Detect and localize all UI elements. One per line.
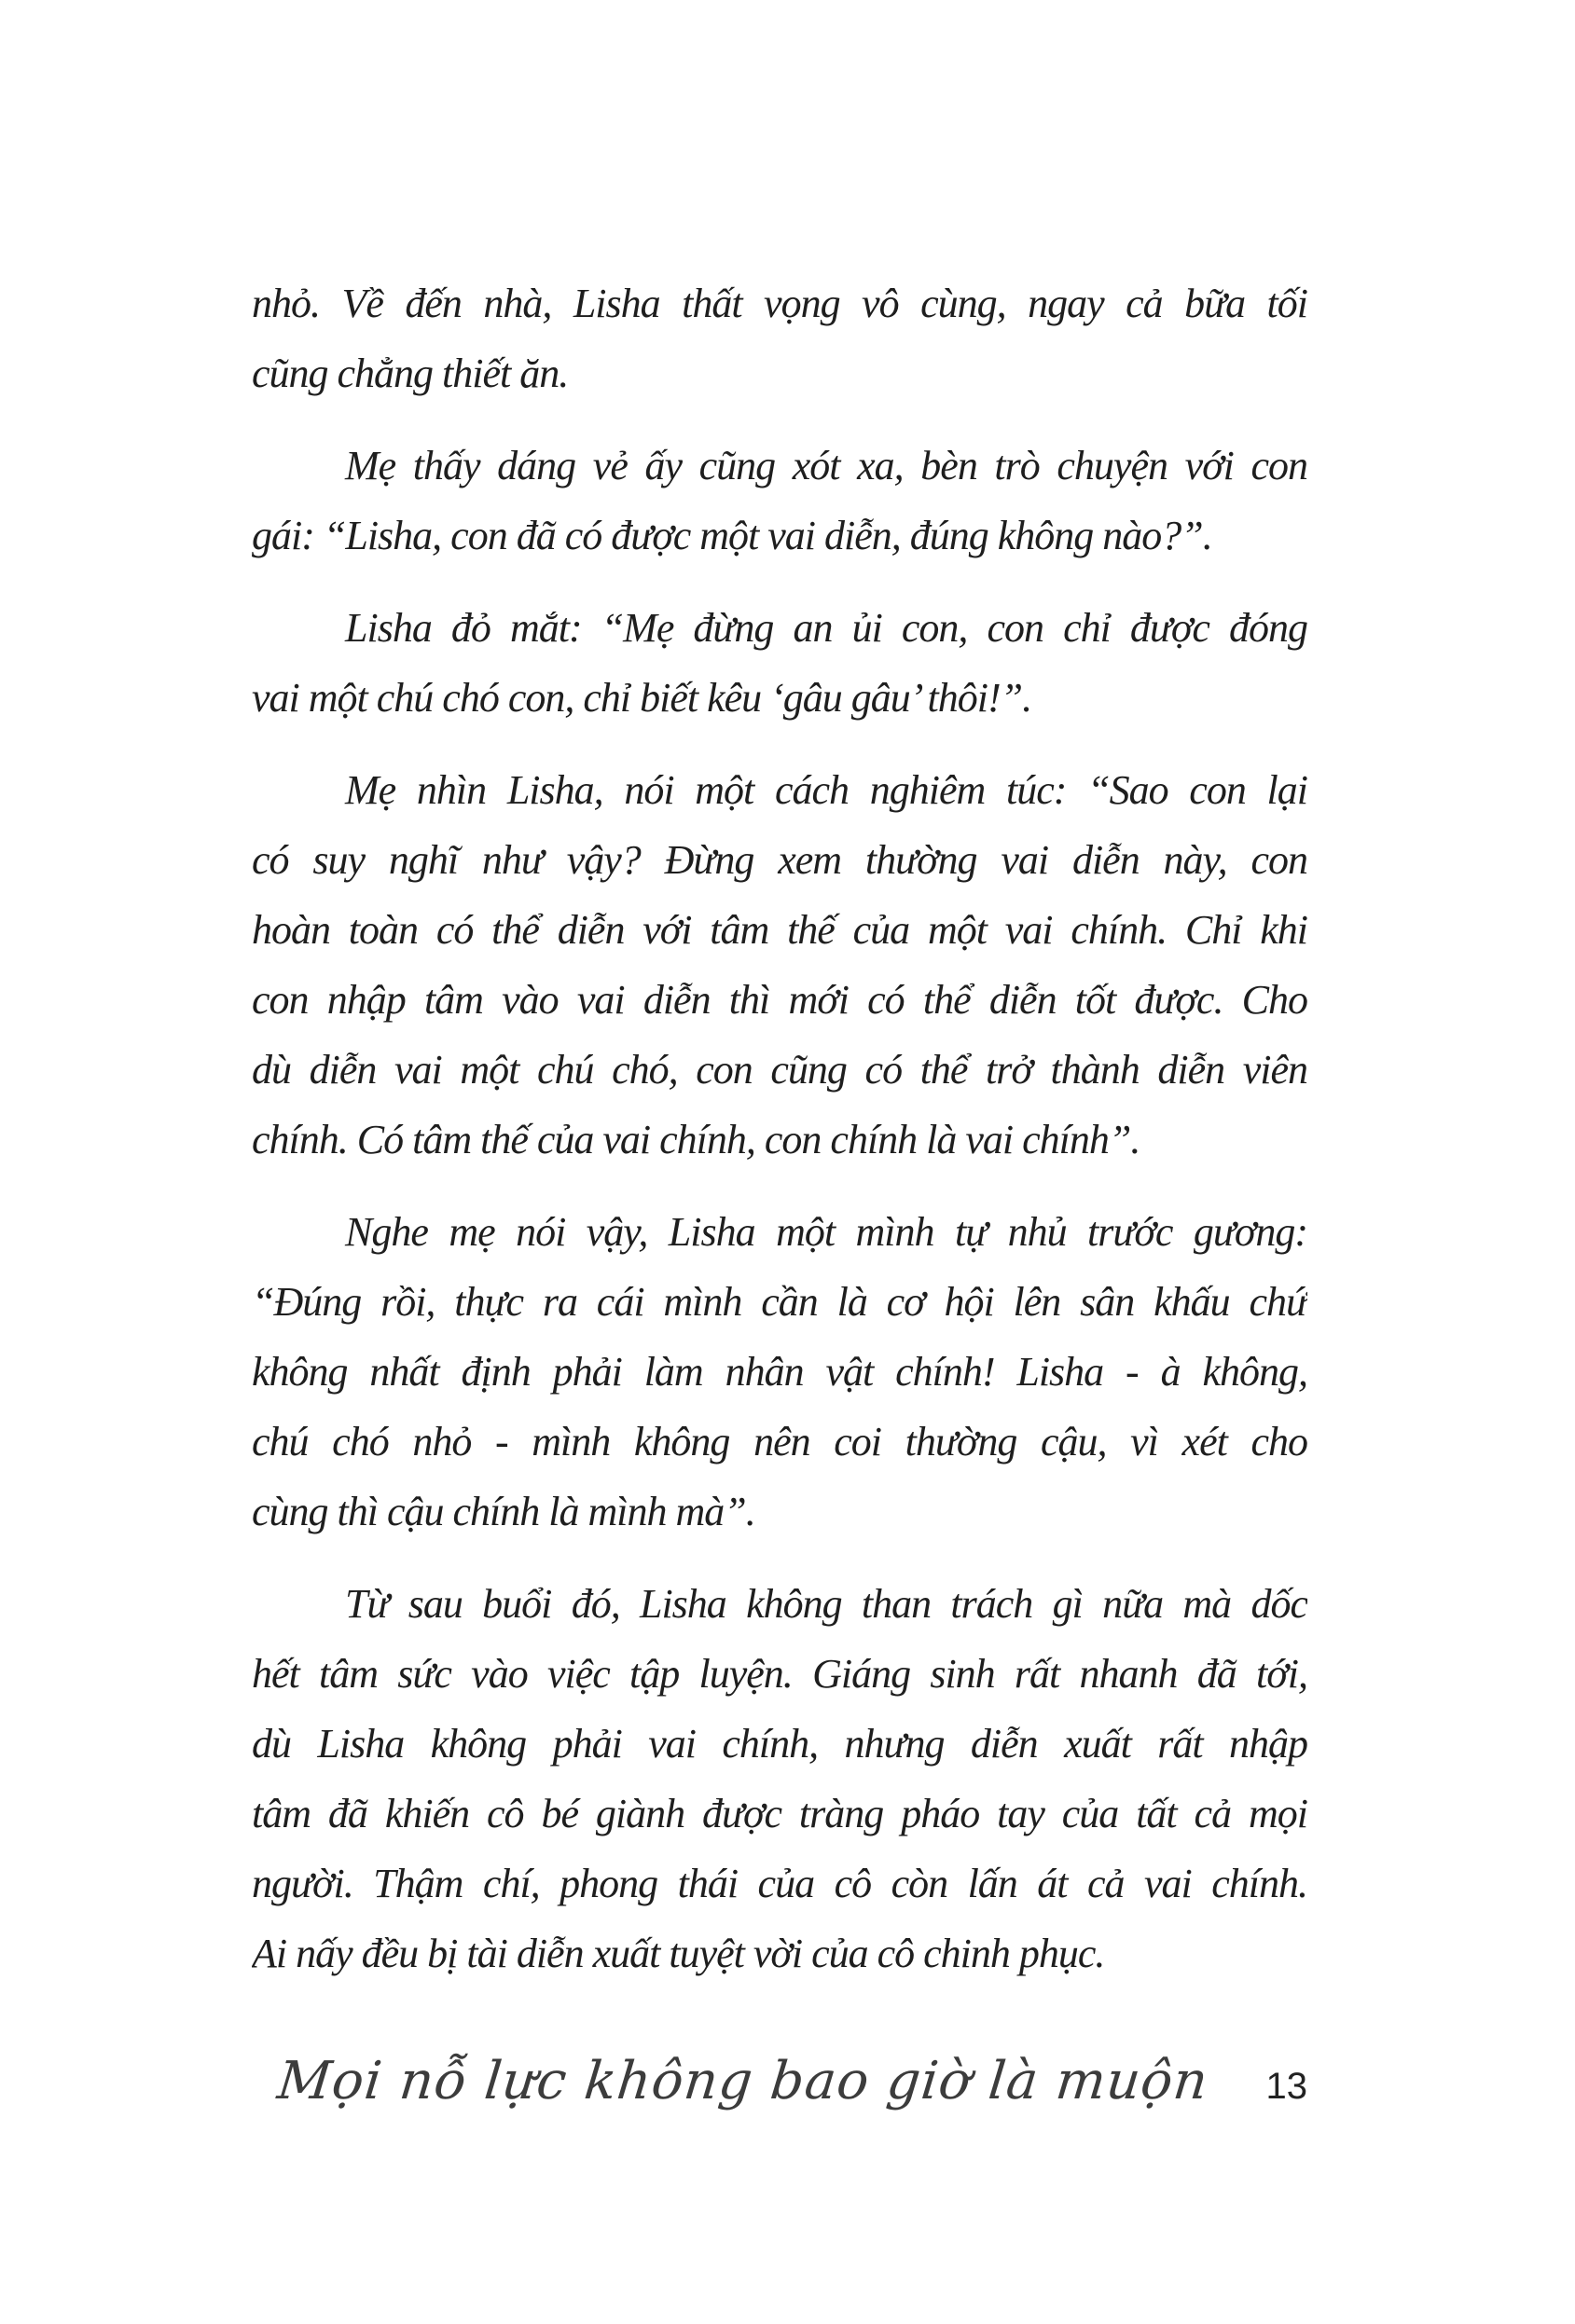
- paragraph: [252, 1569, 1307, 1988]
- text-line: Nghe mẹ nói vậy, Lisha một mình tự nhủ trước gương:: [345, 1209, 1307, 1255]
- text-line: con nhập tâm vào vai diễn thì mới có thể diễn tốt được. Cho: [252, 977, 1307, 1023]
- text-line: Từ sau buổi đó, Lisha không than trách gì nữa mà dốc: [345, 1581, 1307, 1627]
- text-line: Mẹ thấy dáng vẻ ấy cũng xót xa, bèn trò chuyện với con: [345, 443, 1307, 488]
- paragraph: [252, 593, 1307, 733]
- text-line: gái: “Lisha, con đã có được một vai diễn, đúng không nào?”.: [252, 513, 1212, 558]
- text-line: dù Lisha không phải vai chính, nhưng diễn xuất rất nhập: [252, 1721, 1307, 1767]
- text-line: hoàn toàn có thể diễn với tâm thế của một vai chính. Chỉ khi: [252, 907, 1307, 953]
- paragraph: [252, 431, 1307, 571]
- paragraph: [252, 755, 1307, 1175]
- text-line: có suy nghĩ như vậy? Đừng xem thường vai diễn này, con: [252, 837, 1307, 883]
- page-footer: [252, 2051, 1307, 2111]
- text-line: nhỏ. Về đến nhà, Lisha thất vọng vô cùng, ngay cả bữa tối: [252, 281, 1307, 326]
- text-line: “Đúng rồi, thực ra cái mình cần là cơ hội lên sân khấu chứ: [252, 1279, 1307, 1325]
- page-number: 13: [1265, 2066, 1307, 2107]
- text-line: không nhất định phải làm nhân vật chính! Lisha - à không,: [252, 1349, 1307, 1395]
- paragraph: [252, 1197, 1307, 1547]
- text-line: Lisha đỏ mắt: “Mẹ đừng an ủi con, con chỉ được đóng: [345, 605, 1307, 651]
- text-line: cũng chẳng thiết ăn.: [252, 351, 569, 396]
- text-line: dù diễn vai một chú chó, con cũng có thể trở thành diễn viên: [252, 1047, 1307, 1093]
- text-line: tâm đã khiến cô bé giành được tràng pháo tay của tất cả mọi: [252, 1791, 1307, 1836]
- body-text: [252, 268, 1307, 2011]
- text-line: Ai nấy đều bị tài diễn xuất tuyệt vời của cô chinh phục.: [252, 1931, 1105, 1976]
- paragraph: [252, 268, 1307, 408]
- text-line: cùng thì cậu chính là mình mà”.: [252, 1489, 755, 1534]
- text-line: hết tâm sức vào việc tập luyện. Giáng sinh rất nhanh đã tới,: [252, 1651, 1307, 1697]
- footer-chapter-title: Mọi nỗ lực không bao giờ là muộn: [274, 2051, 1211, 2111]
- text-line: chú chó nhỏ - mình không nên coi thường cậu, vì xét cho: [252, 1419, 1307, 1465]
- text-line: chính. Có tâm thế của vai chính, con chính là vai chính”.: [252, 1117, 1140, 1162]
- text-line: vai một chú chó con, chỉ biết kêu ‘gâu gâu’ thôi!”.: [252, 675, 1032, 721]
- text-line: người. Thậm chí, phong thái của cô còn lấn át cả vai chính.: [252, 1861, 1307, 1906]
- text-line: Mẹ nhìn Lisha, nói một cách nghiêm túc: “Sao con lại: [345, 767, 1307, 813]
